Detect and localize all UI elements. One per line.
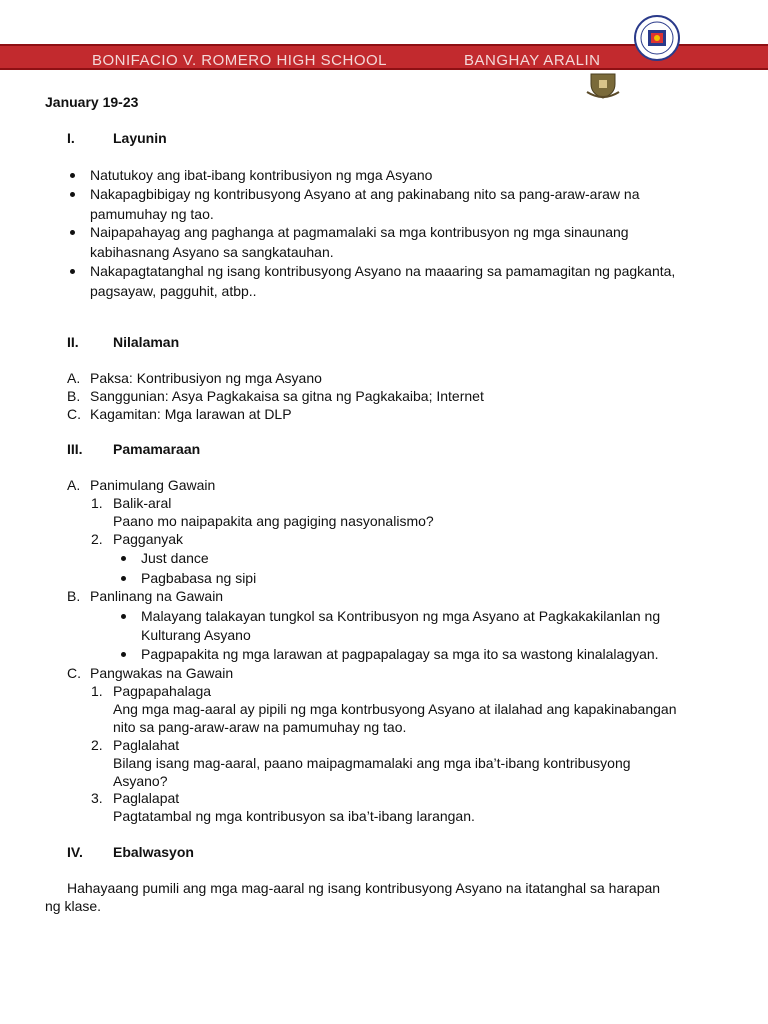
list-item-continuation: Kulturang Asyano bbox=[141, 627, 251, 643]
list-marker: A. bbox=[67, 477, 81, 493]
list-item: Balik-aral bbox=[113, 495, 172, 511]
section-number: II. bbox=[67, 334, 79, 350]
list-item: Nakapagtatanghal ng isang kontribusyong Asyano na maaaring sa pamamagitan ng pagkanta, bbox=[90, 263, 676, 279]
bullet-dot bbox=[121, 556, 126, 561]
list-item: Paksa: Kontribusiyon ng mga Asyano bbox=[90, 370, 322, 386]
section-title: Nilalaman bbox=[113, 334, 180, 350]
list-item: Pagbabasa ng sipi bbox=[141, 570, 257, 586]
list-item: Paglalapat bbox=[113, 790, 180, 806]
list-item: Sanggunian: Asya Pagkakaisa sa gitna ng Pagkakaiba; Internet bbox=[90, 388, 484, 404]
list-marker: 3. bbox=[91, 790, 103, 806]
list-item-continuation: pagsayaw, pagguhit, atbp.. bbox=[90, 283, 257, 299]
section-title: Layunin bbox=[113, 130, 167, 146]
document-type: BANGHAY ARALIN bbox=[464, 52, 601, 69]
list-item: Pagganyak bbox=[113, 531, 184, 547]
list-item: Pagpapahalaga bbox=[113, 683, 212, 699]
paragraph-line: Hahayaang pumili ang mga mag-aaral ng isang kontribusyong Asyano na itatanghal sa harapan bbox=[67, 880, 661, 896]
paragraph-line: ng klase. bbox=[45, 898, 102, 914]
bullet-dot bbox=[121, 614, 126, 619]
list-marker: 1. bbox=[91, 683, 103, 699]
bullet-dot bbox=[70, 192, 75, 197]
list-marker: A. bbox=[67, 370, 81, 386]
list-item: Just dance bbox=[141, 550, 209, 566]
list-marker: C. bbox=[67, 406, 81, 422]
bullet-dot bbox=[121, 652, 126, 657]
section-title: Ebalwasyon bbox=[113, 844, 194, 860]
list-item-text: Ang mga mag-aaral ay pipili ng mga kontrbusyong Asyano at ilalahad ang kapakinabangan bbox=[113, 701, 677, 717]
list-item-text: Asyano? bbox=[113, 773, 168, 789]
bullet-dot bbox=[70, 173, 75, 178]
bullet-dot bbox=[70, 230, 75, 235]
list-item-text: nito sa pang-araw-araw na pamumuhay ng tao. bbox=[113, 719, 407, 735]
deped-seal-icon bbox=[633, 14, 681, 62]
lesson-date: January 19-23 bbox=[45, 94, 139, 110]
list-item-text: Bilang isang mag-aaral, paano maipagmamalaki ang mga iba’t-ibang kontribusyong bbox=[113, 755, 631, 771]
section-title: Pamamaraan bbox=[113, 441, 201, 457]
list-item-text: Pagtatambal ng mga kontribusyon sa iba’t-ibang larangan. bbox=[113, 808, 475, 824]
bullet-dot bbox=[70, 269, 75, 274]
list-marker: 2. bbox=[91, 737, 103, 753]
list-marker: 2. bbox=[91, 531, 103, 547]
list-marker: C. bbox=[67, 665, 81, 681]
list-item-continuation: kabihasnang Asyano sa sangkatauhan. bbox=[90, 244, 334, 260]
bullet-dot bbox=[121, 576, 126, 581]
list-item-text: Paano mo naipapakita ang pagiging nasyonalismo? bbox=[113, 513, 434, 529]
list-marker: 1. bbox=[91, 495, 103, 511]
list-item: Kagamitan: Mga larawan at DLP bbox=[90, 406, 292, 422]
section-number: III. bbox=[67, 441, 83, 457]
list-item: Natutukoy ang ibat-ibang kontribusiyon ng mga Asyano bbox=[90, 167, 433, 183]
list-marker: B. bbox=[67, 588, 81, 604]
list-item: Panlinang na Gawain bbox=[90, 588, 224, 604]
school-name: BONIFACIO V. ROMERO HIGH SCHOOL bbox=[92, 52, 387, 69]
list-item: Naipapahayag ang paghanga at pagmamalaki sa mga kontribusyon ng mga sinaunang bbox=[90, 224, 629, 240]
list-item-continuation: pamumuhay ng tao. bbox=[90, 206, 214, 222]
section-number: I. bbox=[67, 130, 75, 146]
list-item: Paglalahat bbox=[113, 737, 180, 753]
list-item: Panimulang Gawain bbox=[90, 477, 216, 493]
list-item: Nakapagbibigay ng kontribusyong Asyano at ang pakinabang nito sa pang-araw-araw na bbox=[90, 186, 640, 202]
list-marker: B. bbox=[67, 388, 81, 404]
list-item: Pangwakas na Gawain bbox=[90, 665, 234, 681]
section-number: IV. bbox=[67, 844, 83, 860]
list-item: Malayang talakayan tungkol sa Kontribusyon ng mga Asyano at Pagkakakilanlan ng bbox=[141, 608, 661, 624]
school-crest-icon bbox=[585, 72, 621, 100]
list-item: Pagpapakita ng mga larawan at pagpapalagay sa mga ito sa wastong kinalalagyan. bbox=[141, 646, 659, 662]
